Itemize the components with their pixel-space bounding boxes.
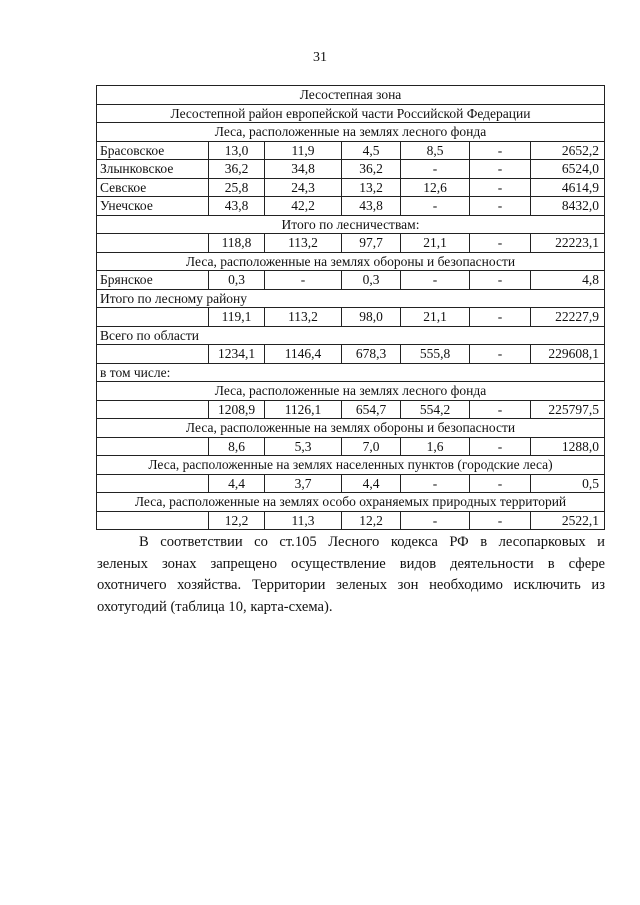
value-cell: - — [470, 308, 531, 327]
table-row — [97, 437, 605, 456]
table-row — [97, 178, 605, 197]
paragraph-line: охотугодий (таблица 10, карта-схема). — [97, 598, 333, 615]
paragraph-line: В соответствии со ст.105 Лесного кодекса РФ в лесопарковых и — [139, 534, 605, 550]
value-cell: 1208,9 — [209, 400, 265, 419]
value-cell: 229608,1 — [531, 345, 605, 364]
section-heading-cell: Леса, расположенные на землях особо охраняемых природных территорий — [97, 493, 605, 512]
value-cell: - — [470, 271, 531, 290]
table-section-row — [97, 456, 605, 475]
value-cell: 8432,0 — [531, 197, 605, 216]
table-row — [97, 400, 605, 419]
value-cell: - — [470, 474, 531, 493]
value-cell: 1288,0 — [531, 437, 605, 456]
value-cell: 21,1 — [401, 308, 470, 327]
body-paragraph — [97, 532, 605, 618]
value-cell: - — [470, 160, 531, 179]
value-cell: 98,0 — [342, 308, 401, 327]
value-cell: 1126,1 — [265, 400, 342, 419]
value-cell: 119,1 — [209, 308, 265, 327]
district-name-cell — [97, 474, 209, 493]
value-cell: 22223,1 — [531, 234, 605, 253]
value-cell: 0,5 — [531, 474, 605, 493]
value-cell: - — [470, 234, 531, 253]
value-cell: 554,2 — [401, 400, 470, 419]
value-cell: - — [470, 400, 531, 419]
value-cell: - — [401, 197, 470, 216]
table-body — [97, 86, 605, 530]
value-cell: 6524,0 — [531, 160, 605, 179]
section-heading-cell: Лесостепная зона — [97, 86, 605, 105]
district-name-cell — [97, 511, 209, 530]
table-section-row — [97, 252, 605, 271]
section-heading-cell: Лесостепной район европейской части Российской Федерации — [97, 104, 605, 123]
value-cell: - — [401, 511, 470, 530]
value-cell: 1146,4 — [265, 345, 342, 364]
value-cell: - — [470, 437, 531, 456]
value-cell: - — [470, 141, 531, 160]
value-cell: 12,2 — [342, 511, 401, 530]
value-cell: 42,2 — [265, 197, 342, 216]
value-cell: 43,8 — [342, 197, 401, 216]
table-row — [97, 271, 605, 290]
table-section-row — [97, 123, 605, 142]
table-row — [97, 474, 605, 493]
value-cell: 4,4 — [342, 474, 401, 493]
table-section-row — [97, 382, 605, 401]
district-name-cell: Злынковское — [97, 160, 209, 179]
table-section-row — [97, 363, 605, 382]
value-cell: 118,8 — [209, 234, 265, 253]
value-cell: 36,2 — [209, 160, 265, 179]
table-section-row — [97, 326, 605, 345]
value-cell: 43,8 — [209, 197, 265, 216]
district-name-cell: Севское — [97, 178, 209, 197]
value-cell: - — [265, 271, 342, 290]
value-cell: 13,2 — [342, 178, 401, 197]
district-name-cell — [97, 234, 209, 253]
section-heading-cell: в том числе: — [97, 363, 605, 382]
district-name-cell — [97, 437, 209, 456]
value-cell: 0,3 — [209, 271, 265, 290]
value-cell: 22227,9 — [531, 308, 605, 327]
value-cell: 4,8 — [531, 271, 605, 290]
value-cell: 24,3 — [265, 178, 342, 197]
value-cell: - — [470, 511, 531, 530]
section-heading-cell: Всего по области — [97, 326, 605, 345]
table-row — [97, 511, 605, 530]
table-row — [97, 141, 605, 160]
value-cell: 5,3 — [265, 437, 342, 456]
value-cell: 2522,1 — [531, 511, 605, 530]
value-cell: 555,8 — [401, 345, 470, 364]
table-section-row — [97, 493, 605, 512]
table-section-row — [97, 86, 605, 105]
value-cell: 4614,9 — [531, 178, 605, 197]
value-cell: 12,2 — [209, 511, 265, 530]
table-section-row — [97, 104, 605, 123]
value-cell: 113,2 — [265, 308, 342, 327]
value-cell: 1,6 — [401, 437, 470, 456]
value-cell: 12,6 — [401, 178, 470, 197]
value-cell: - — [401, 160, 470, 179]
table-row — [97, 160, 605, 179]
value-cell: 21,1 — [401, 234, 470, 253]
value-cell: 1234,1 — [209, 345, 265, 364]
page-number: 31 — [313, 50, 327, 65]
section-heading-cell: Леса, расположенные на землях лесного фонда — [97, 382, 605, 401]
table-row — [97, 308, 605, 327]
value-cell: 3,7 — [265, 474, 342, 493]
value-cell: 2652,2 — [531, 141, 605, 160]
value-cell: 225797,5 — [531, 400, 605, 419]
district-name-cell — [97, 400, 209, 419]
value-cell: 97,7 — [342, 234, 401, 253]
section-heading-cell: Леса, расположенные на землях лесного фонда — [97, 123, 605, 142]
table-section-row — [97, 289, 605, 308]
value-cell: - — [470, 345, 531, 364]
paragraph-line: охотничего хозяйства. Территории зеленых зон необходимо исключить из — [97, 577, 605, 593]
district-name-cell — [97, 308, 209, 327]
section-heading-cell: Леса, расположенные на землях обороны и безопасности — [97, 252, 605, 271]
value-cell: - — [470, 197, 531, 216]
section-heading-cell: Леса, расположенные на землях обороны и безопасности — [97, 419, 605, 438]
table-row — [97, 345, 605, 364]
value-cell: 34,8 — [265, 160, 342, 179]
section-heading-cell: Итого по лесничествам: — [97, 215, 605, 234]
value-cell: 25,8 — [209, 178, 265, 197]
value-cell: - — [401, 474, 470, 493]
value-cell: 654,7 — [342, 400, 401, 419]
value-cell: 678,3 — [342, 345, 401, 364]
value-cell: 11,9 — [265, 141, 342, 160]
table-row — [97, 197, 605, 216]
section-heading-cell: Итого по лесному району — [97, 289, 605, 308]
table-row — [97, 234, 605, 253]
value-cell: 36,2 — [342, 160, 401, 179]
value-cell: 7,0 — [342, 437, 401, 456]
value-cell: 4,5 — [342, 141, 401, 160]
district-name-cell: Брасовское — [97, 141, 209, 160]
district-name-cell: Брянское — [97, 271, 209, 290]
value-cell: 8,6 — [209, 437, 265, 456]
section-heading-cell: Леса, расположенные на землях населенных пунктов (городские леса) — [97, 456, 605, 475]
table-section-row — [97, 419, 605, 438]
district-name-cell: Унечское — [97, 197, 209, 216]
value-cell: 13,0 — [209, 141, 265, 160]
value-cell: 4,4 — [209, 474, 265, 493]
value-cell: 113,2 — [265, 234, 342, 253]
value-cell: 0,3 — [342, 271, 401, 290]
table-section-row — [97, 215, 605, 234]
value-cell: - — [401, 271, 470, 290]
paragraph-line: зеленых зонах запрещено осуществление видов деятельности в сфере — [97, 555, 605, 572]
forest-data-table — [96, 85, 605, 530]
value-cell: - — [470, 178, 531, 197]
value-cell: 8,5 — [401, 141, 470, 160]
district-name-cell — [97, 345, 209, 364]
value-cell: 11,3 — [265, 511, 342, 530]
